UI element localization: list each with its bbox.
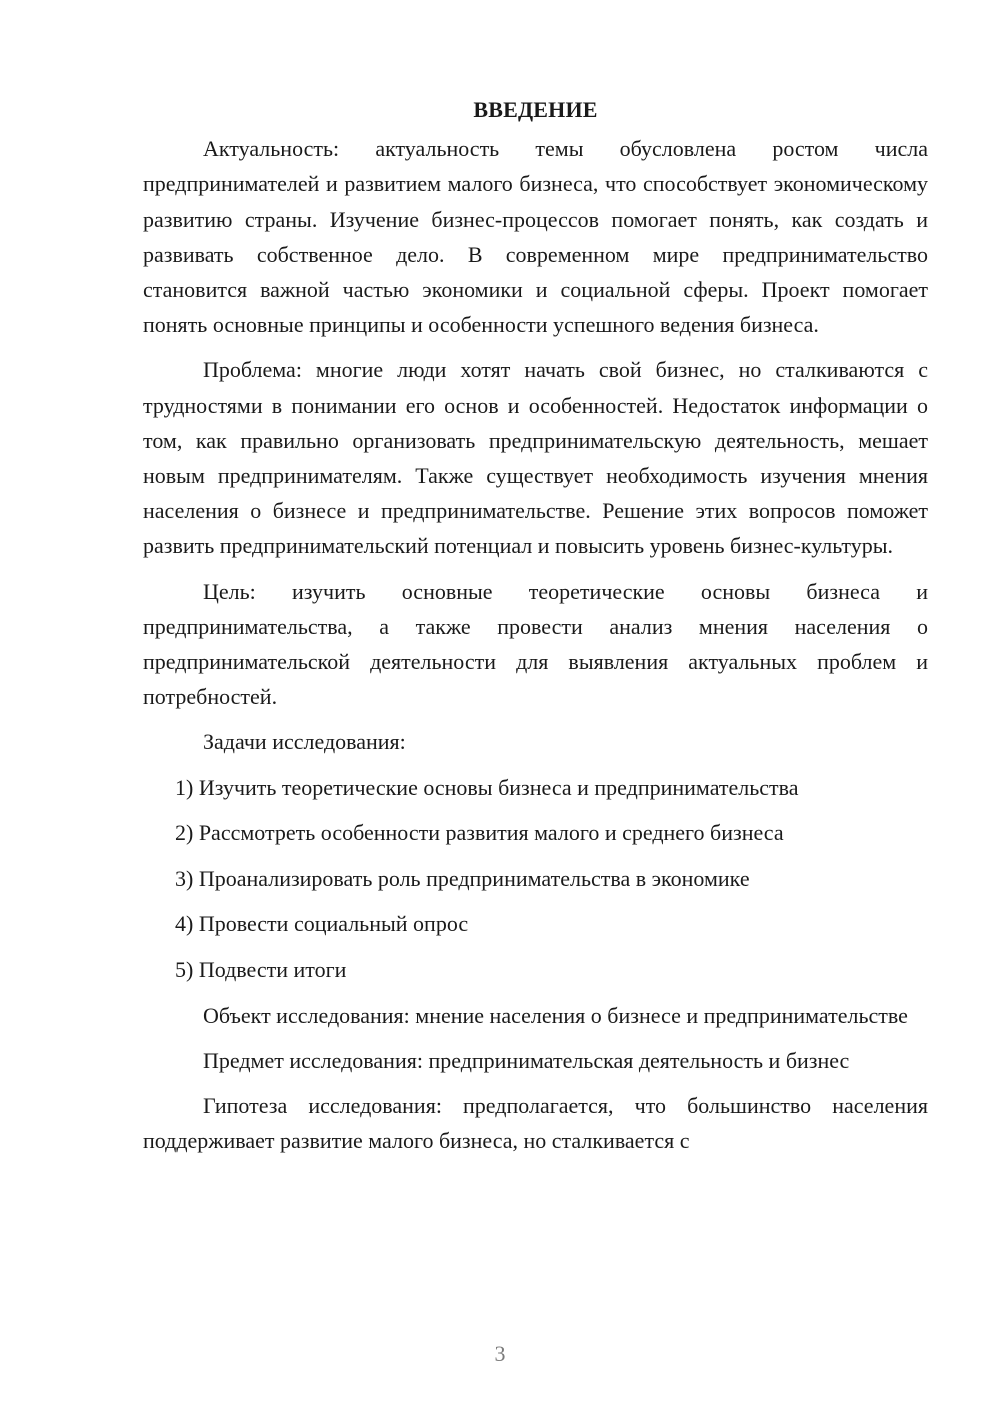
paragraph-subject: Предмет исследования: предпринимательская деятельность и бизнес xyxy=(203,1047,850,1073)
page-body xyxy=(143,92,928,1168)
page-title: ВВЕДЕНИЕ xyxy=(473,97,598,122)
page-number: 3 xyxy=(494,1341,506,1366)
list-item: 2) Рассмотреть особенности развития малого и среднего бизнеса xyxy=(175,820,784,846)
paragraph-problem: Проблема: многие люди хотят начать свой бизнес, но сталкиваются с трудностями в понимании его основ и особенностей. Недостаток информации о том, как правильно организовать предпринимательскую деятельность, мешает новым предпринимателям. Также существует необходимость изучения мнения населения о бизнесе и предпринимательстве. Решение этих вопросов поможет развить предпринимательский потенциал и повысить уровень бизнес-культуры. xyxy=(143,357,928,559)
tasks-list xyxy=(143,770,928,988)
paragraph-relevance: Актуальность: актуальность темы обусловлена ростом числа предпринимателей и развитием малого бизнеса, что способствует экономическому развитию страны. Изучение бизнес-процессов помогает понять, как создать и развивать собственное дело. В современном мире предпринимательство становится важной частью экономики и социальной сферы. Проект помогает понять основные принципы и особенности успешного ведения бизнеса. xyxy=(143,136,928,338)
paragraph-object: Объект исследования: мнение населения о бизнесе и предпринимательстве xyxy=(203,1002,908,1028)
list-item: 5) Подвести итоги xyxy=(175,957,347,983)
list-item: 1) Изучить теоретические основы бизнеса и предпринимательства xyxy=(175,774,799,800)
paragraph-hypothesis: Гипотеза исследования: предполагается, что большинство населения поддерживает развитие малого бизнеса, но сталкивается с xyxy=(143,1093,928,1154)
list-item: 4) Провести социальный опрос xyxy=(175,911,469,937)
paragraph-goal: Цель: изучить основные теоретические основы бизнеса и предпринимательства, а также провести анализ мнения населения о предпринимательской деятельности для выявления актуальных проблем и потребностей. xyxy=(143,578,928,710)
tasks-heading: Задачи исследования: xyxy=(203,729,406,755)
list-item: 3) Проанализировать роль предпринимательства в экономике xyxy=(175,865,750,891)
